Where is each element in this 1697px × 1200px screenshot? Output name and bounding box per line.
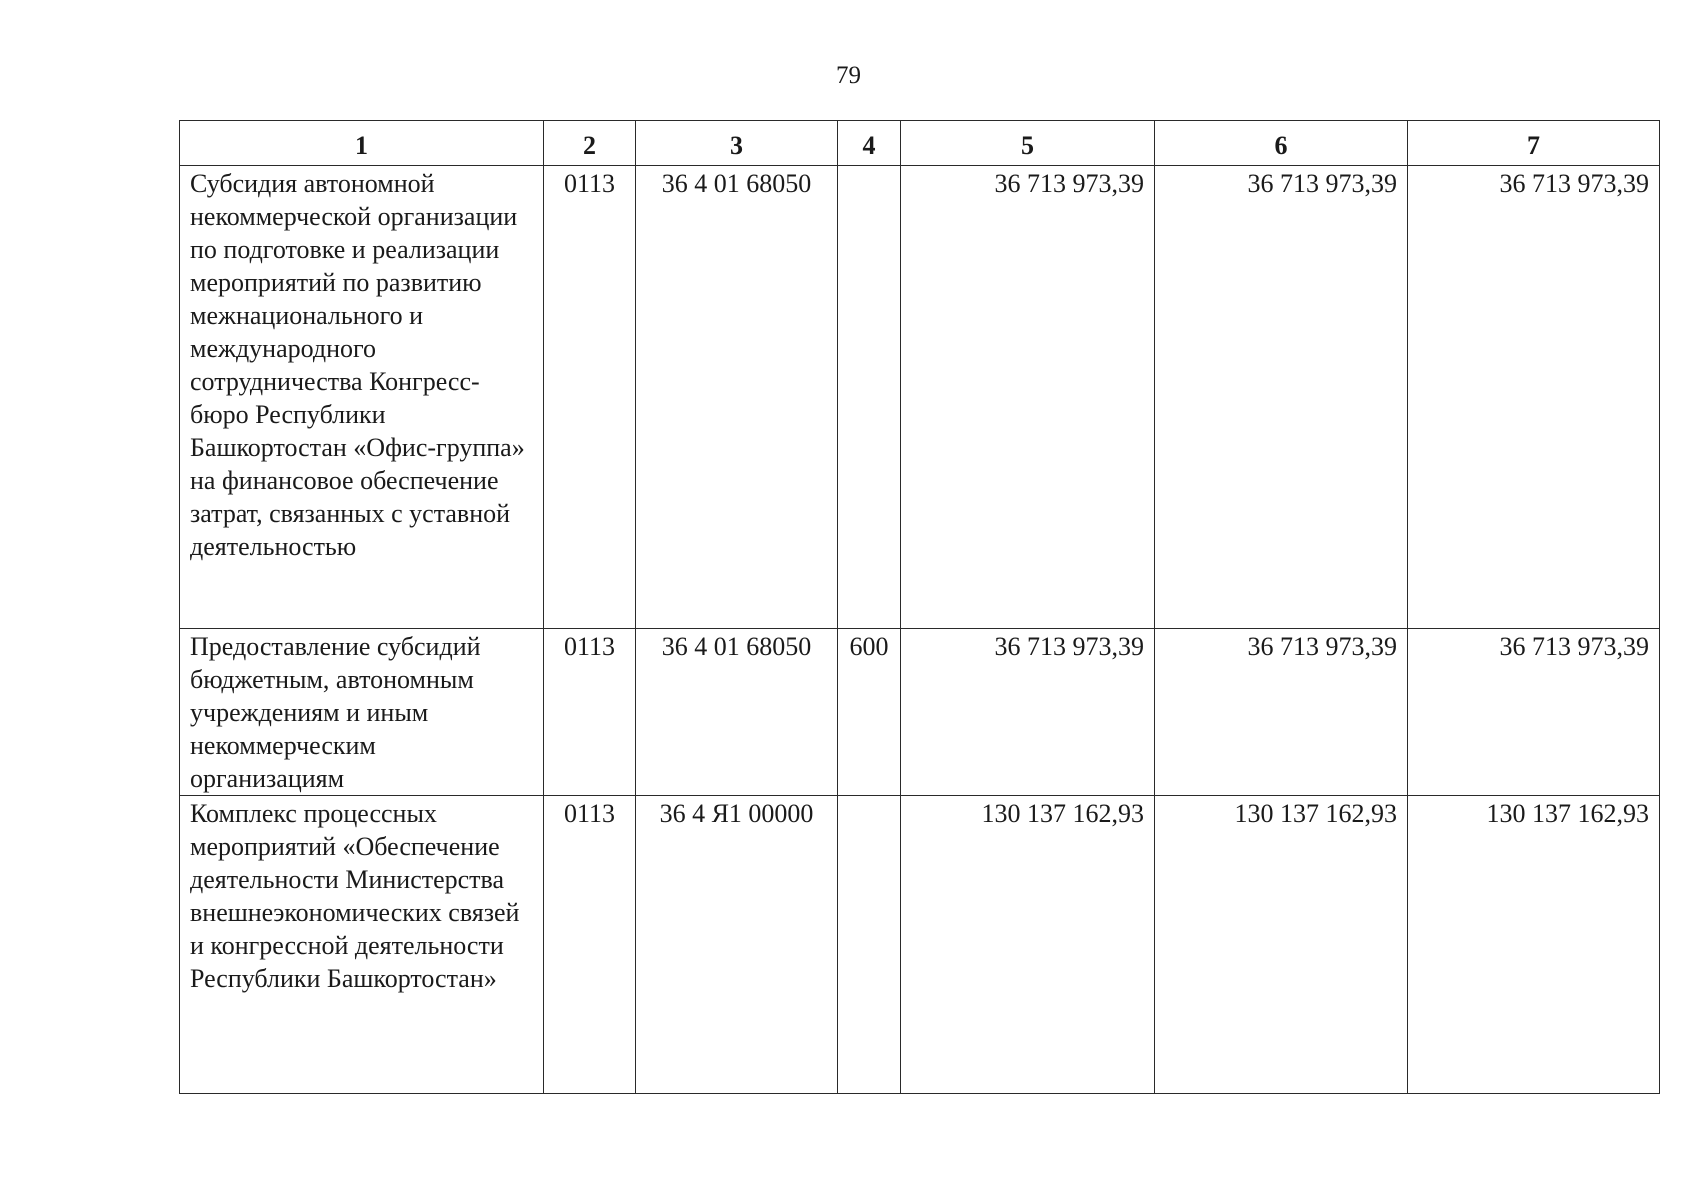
row-name: Предоставление субсидий бюджетным, автономным учреждениям и иным некоммерческим организациям (180, 629, 544, 796)
column-header-4: 4 (838, 121, 901, 166)
budget-table (179, 120, 1660, 1094)
amount-col5: 130 137 162,93 (901, 796, 1155, 1094)
amount-col6: 36 713 973,39 (1155, 629, 1408, 796)
column-header-3: 3 (636, 121, 838, 166)
amount-col6: 130 137 162,93 (1155, 796, 1408, 1094)
amount-col7: 130 137 162,93 (1408, 796, 1660, 1094)
column-header-6: 6 (1155, 121, 1408, 166)
column-header-1: 1 (180, 121, 544, 166)
table-row (180, 629, 1660, 796)
amount-col5: 36 713 973,39 (901, 166, 1155, 629)
row-name: Комплекс процессных мероприятий «Обеспечение деятельности Министерства внешнеэкономических связей и конгрессной деятельности Республики Башкортостан» (180, 796, 544, 1094)
table-row (180, 796, 1660, 1094)
amount-col7: 36 713 973,39 (1408, 166, 1660, 629)
target-article-code: 36 4 01 68050 (636, 166, 838, 629)
column-header-7: 7 (1408, 121, 1660, 166)
expense-type-code: 600 (838, 629, 901, 796)
expense-type-code (838, 796, 901, 1094)
section-code: 0113 (544, 166, 636, 629)
page-number: 79 (836, 62, 861, 89)
column-header-2: 2 (544, 121, 636, 166)
row-name: Субсидия автономной некоммерческой организации по подготовке и реализации мероприятий по развитию межнационального и международного сотрудничества Конгресс-бюро Республики Башкортостан «Офис-группа» на финансовое обеспечение затрат, связанных с уставной деятельностью (180, 166, 544, 629)
amount-col5: 36 713 973,39 (901, 629, 1155, 796)
column-header-5: 5 (901, 121, 1155, 166)
section-code: 0113 (544, 796, 636, 1094)
expense-type-code (838, 166, 901, 629)
amount-col7: 36 713 973,39 (1408, 629, 1660, 796)
table-row (180, 166, 1660, 629)
target-article-code: 36 4 Я1 00000 (636, 796, 838, 1094)
amount-col6: 36 713 973,39 (1155, 166, 1408, 629)
target-article-code: 36 4 01 68050 (636, 629, 838, 796)
header-row (180, 121, 1660, 166)
section-code: 0113 (544, 629, 636, 796)
